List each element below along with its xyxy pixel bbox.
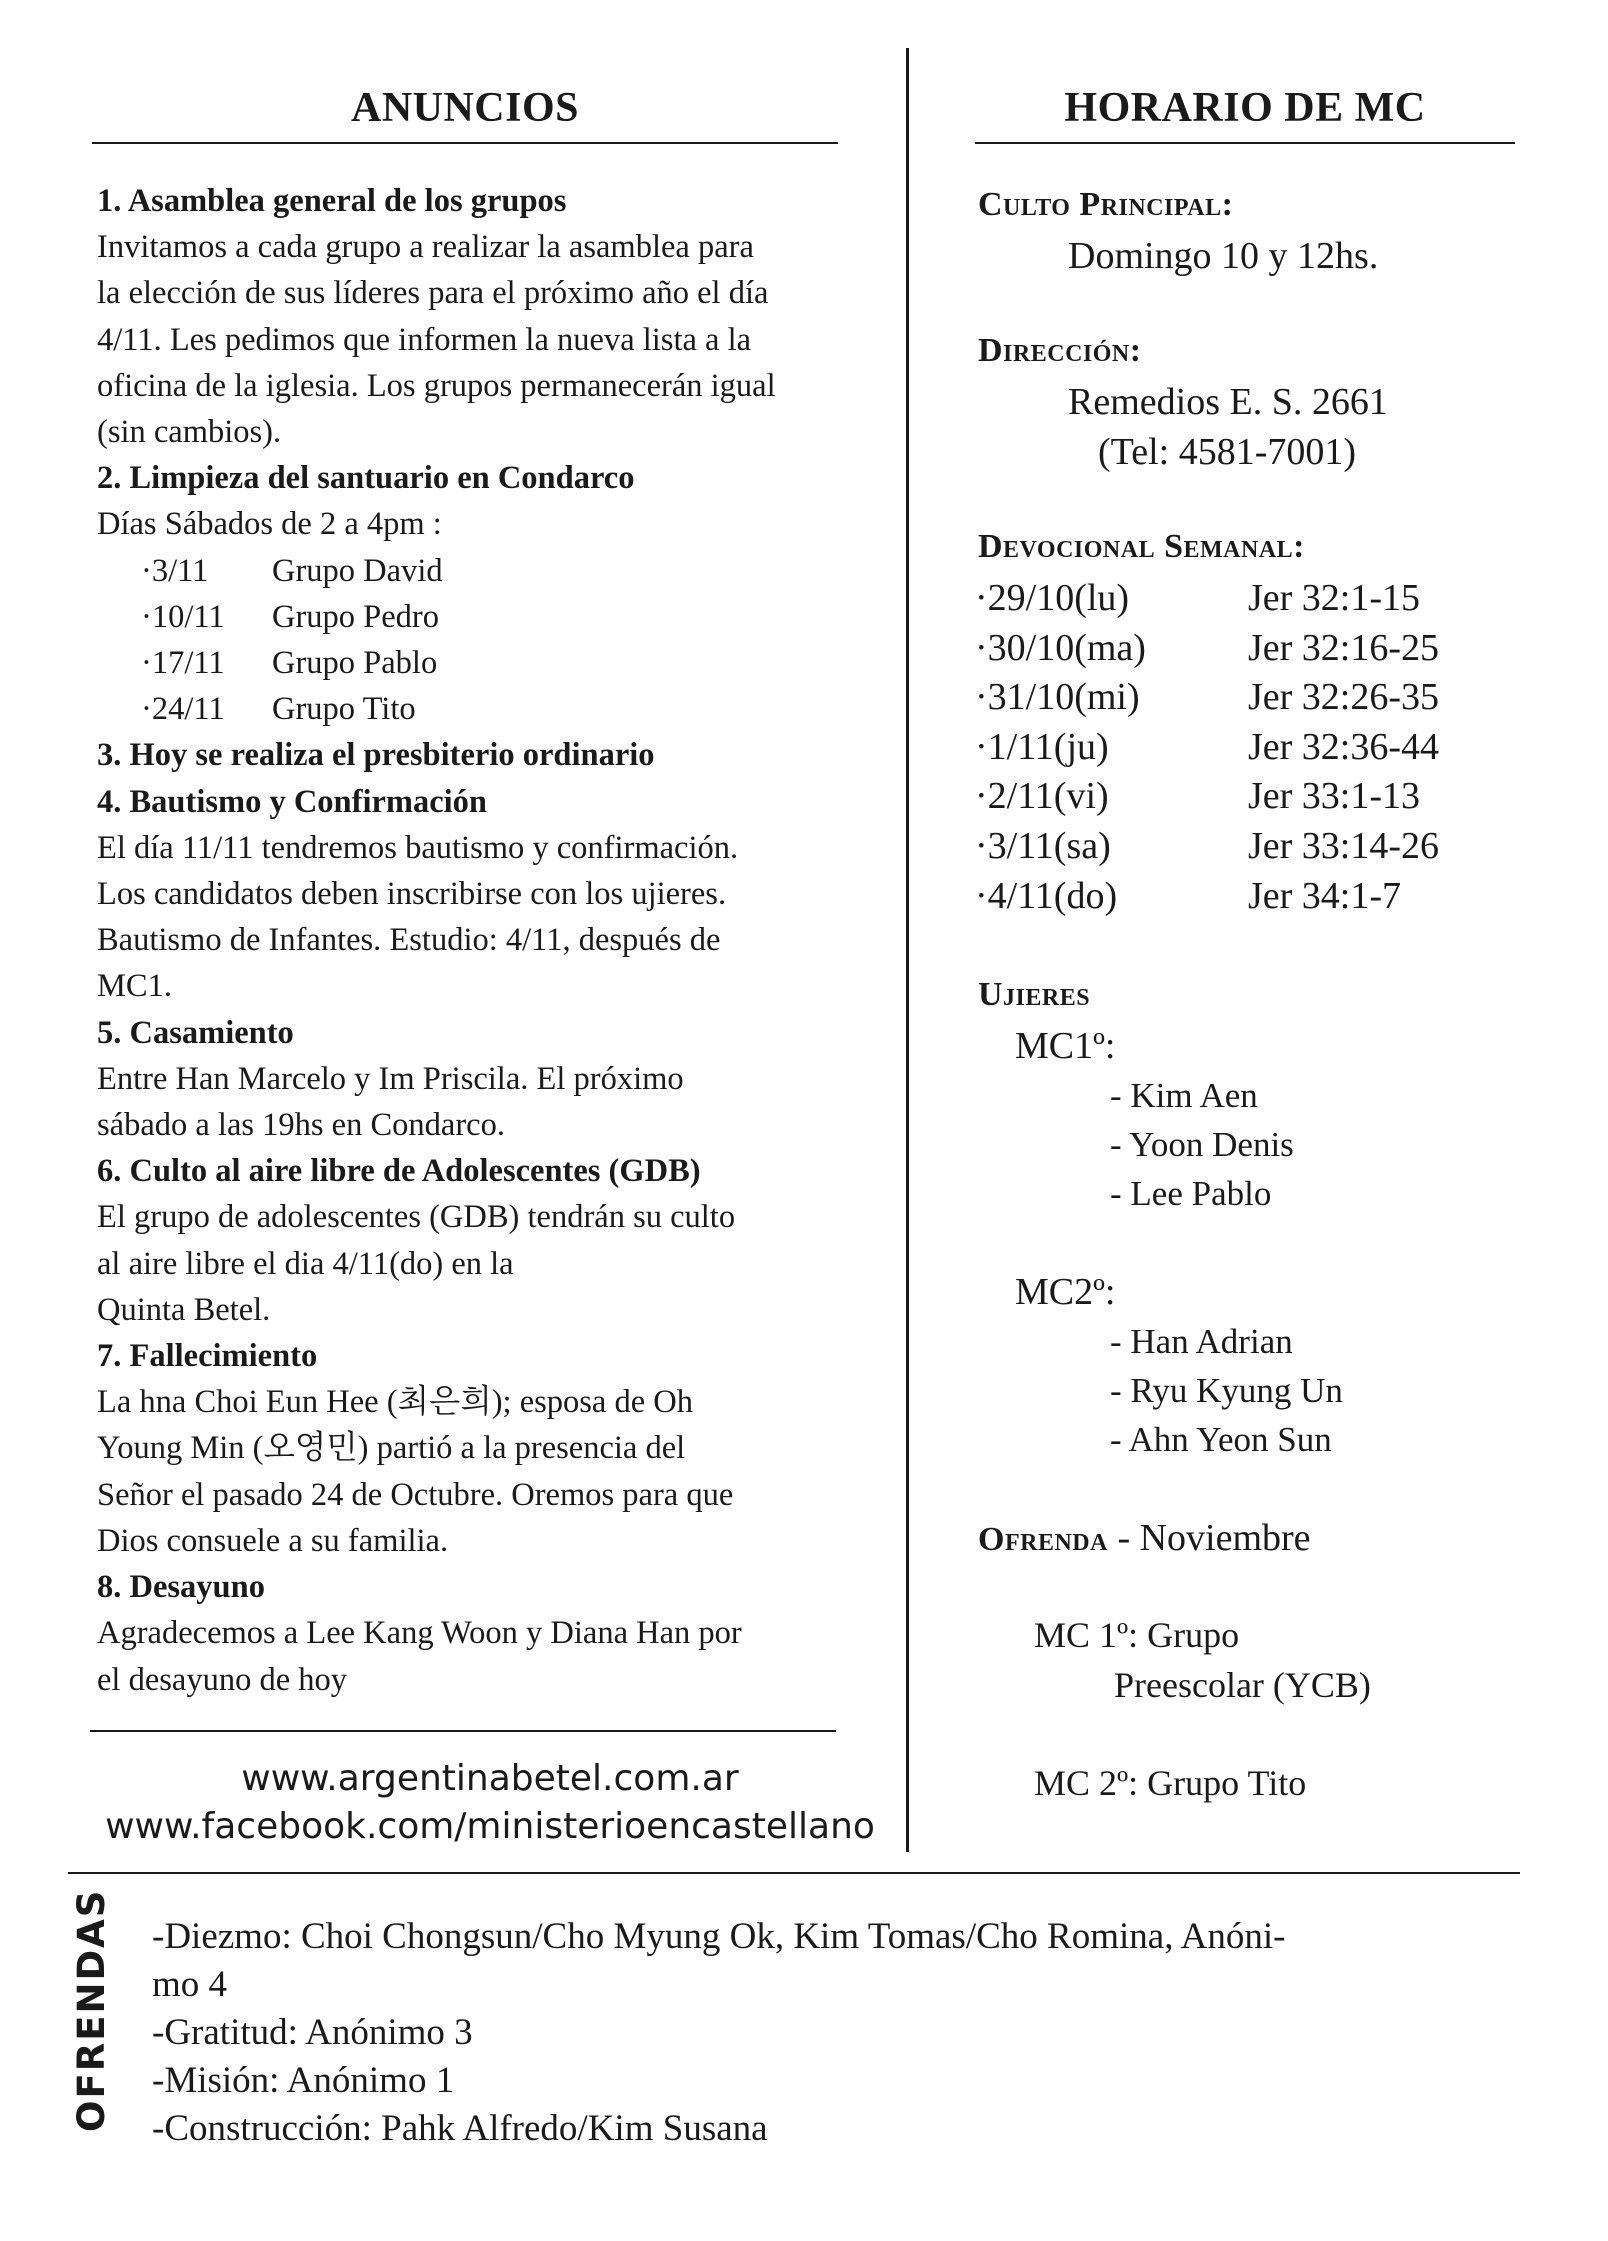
announcement-5 [97, 1010, 897, 1149]
devotional-row [975, 725, 1439, 769]
devotional-row [975, 774, 1420, 818]
devotional-reading: Jer 32:26-35 [1248, 676, 1440, 718]
ofrenda-label: Ofrenda [978, 1521, 1108, 1558]
announcement-title: 3. Hoy se realiza el presbiterio ordinario [97, 737, 655, 774]
announcement-8 [97, 1564, 897, 1703]
mc2-ushers-label: MC2º: [1015, 1271, 1116, 1313]
ofrenda-heading [978, 1516, 1311, 1560]
ofrenda-line: -Gratitud: Anónimo 3 [152, 2012, 473, 2053]
cleaning-date: ·24/11 [141, 691, 225, 728]
cleaning-group: Grupo David [272, 552, 443, 589]
website-link[interactable]: www.argentinabetel.com.ar [241, 1758, 739, 1799]
cleaning-group: Grupo Pablo [272, 645, 438, 682]
announcement-6 [97, 1148, 897, 1333]
usher-name: - Ryu Kyung Un [1110, 1371, 1343, 1410]
announcement-title: 2. Limpieza del santuario en Condarco [97, 460, 635, 497]
ofrenda-line: -Construcción: Pahk Alfredo/Kim Susana [152, 2108, 768, 2149]
cleaning-group: Grupo Pedro [272, 598, 439, 635]
announcement-text: la elección de sus líderes para el próximo año el día [97, 275, 769, 312]
column-divider [906, 48, 909, 1852]
culto-label: Culto Principal: [978, 186, 1234, 223]
devotional-day: ·30/10(ma) [975, 627, 1146, 669]
announcement-3 [97, 732, 897, 778]
usher-name: - Ahn Yeon Sun [1110, 1420, 1332, 1459]
announcement-text: Young Min (오영민) partió a la presencia del [97, 1430, 686, 1467]
announcement-title: 8. Desayuno [97, 1569, 265, 1606]
anuncios-heading: ANUNCIOS [350, 85, 580, 131]
direccion-address: Remedios E. S. 2661 [1068, 381, 1388, 423]
cleaning-row [97, 640, 897, 686]
announcement-text: oficina de la iglesia. Los grupos permanecerán igual [97, 367, 776, 404]
ofrendas-list [152, 1913, 1512, 2153]
culto-value: Domingo 10 y 12hs. [1068, 235, 1379, 277]
cleaning-group: Grupo Tito [272, 691, 416, 728]
usher-name: - Han Adrian [1110, 1322, 1293, 1361]
ofrenda-line: -Misión: Anónimo 1 [152, 2060, 455, 2101]
ofrendas-rule [68, 1872, 1520, 1874]
announcement-text: 4/11. Les pedimos que informen la nueva lista a la [97, 321, 752, 358]
direccion-phone: (Tel: 4581-7001) [1098, 431, 1357, 473]
devotional-reading: Jer 32:36-44 [1248, 726, 1440, 768]
horario-heading-rule [975, 142, 1515, 144]
mc1-ofrenda-group: Preescolar (YCB) [1114, 1665, 1371, 1705]
announcement-text: Bautismo de Infantes. Estudio: 4/11, después de [97, 922, 721, 959]
devotional-reading: Jer 34:1-7 [1248, 875, 1402, 917]
direccion-label: Dirección: [978, 332, 1142, 369]
cleaning-row [97, 686, 897, 732]
devotional-row [975, 675, 1439, 719]
devotional-row [975, 824, 1439, 868]
announcement-text: La hna Choi Eun Hee (최은희); esposa de Oh [97, 1384, 693, 1421]
ofrendas-label: OFRENDAS [70, 1888, 113, 2132]
announcement-text: Dios consuele a su familia. [97, 1522, 449, 1559]
announcement-1 [97, 178, 897, 455]
announcement-text: Señor el pasado 24 de Octubre. Oremos para que [97, 1476, 734, 1513]
anuncios-heading-rule [92, 142, 838, 144]
devotional-reading: Jer 33:14-26 [1248, 825, 1440, 867]
devotional-reading: Jer 32:16-25 [1248, 627, 1440, 669]
ofrenda-line: mo 4 [152, 1964, 228, 2005]
announcement-7 [97, 1333, 897, 1564]
mc2-ofrenda: MC 2º: Grupo Tito [1034, 1763, 1307, 1803]
announcement-text: Quinta Betel. [97, 1291, 271, 1328]
devocional-label: Devocional Semanal: [978, 528, 1305, 565]
announcement-title: 6. Culto al aire libre de Adolescentes (GDB) [97, 1153, 701, 1190]
announcement-text: El día 11/11 tendremos bautismo y confirmación. [97, 829, 739, 866]
cleaning-date: ·17/11 [141, 645, 225, 682]
ujieres-label: Ujieres [978, 976, 1091, 1013]
announcement-text: El grupo de adolescentes (GDB) tendrán su culto [97, 1199, 736, 1236]
devotional-day: ·29/10(lu) [975, 577, 1130, 619]
cleaning-row [97, 594, 897, 640]
usher-name: - Yoon Denis [1110, 1125, 1294, 1164]
devotional-reading: Jer 32:1-15 [1248, 577, 1421, 619]
devotional-day: ·2/11(vi) [975, 775, 1109, 817]
devotional-day: ·1/11(ju) [975, 726, 1109, 768]
announcement-text: Los candidatos deben inscribirse con los ujieres. [97, 876, 727, 913]
devotional-row [975, 576, 1420, 620]
cleaning-date: ·3/11 [141, 552, 209, 589]
announcement-title: 7. Fallecimiento [97, 1338, 318, 1375]
mc1-ushers-label: MC1º: [1015, 1025, 1116, 1067]
web-links-rule [90, 1730, 836, 1732]
mc1-ofrenda: MC 1º: Grupo [1034, 1615, 1240, 1655]
devotional-row [975, 626, 1439, 670]
announcement-text: MC1. [97, 968, 172, 1005]
announcement-text: Agradecemos a Lee Kang Woon y Diana Han por [97, 1615, 742, 1652]
announcement-title: 4. Bautismo y Confirmación [97, 783, 487, 820]
announcement-title: 1. Asamblea general de los grupos [97, 183, 567, 219]
devotional-reading: Jer 33:1-13 [1248, 775, 1421, 817]
announcements-list [97, 178, 897, 1703]
devotional-day: ·4/11(do) [975, 875, 1118, 917]
facebook-link[interactable]: www.facebook.com/ministerioencastellano [105, 1806, 875, 1847]
announcement-2 [97, 455, 897, 732]
usher-name: - Lee Pablo [1110, 1174, 1272, 1213]
announcement-text: Invitamos a cada grupo a realizar la asamblea para [97, 229, 754, 266]
announcement-text: Entre Han Marcelo y Im Priscila. El próximo [97, 1060, 684, 1097]
announcement-text: sábado a las 19hs en Condarco. [97, 1107, 505, 1144]
ofrenda-line: -Diezmo: Choi Chongsun/Cho Myung Ok, Kim Tomas/Cho Romina, Anóni- [152, 1916, 1286, 1957]
devotional-day: ·3/11(sa) [975, 825, 1111, 867]
cleaning-date: ·10/11 [141, 598, 225, 635]
horario-heading: HORARIO DE MC [1064, 85, 1426, 131]
cleaning-row [97, 548, 897, 594]
announcement-text: el desayuno de hoy [97, 1661, 348, 1698]
devotional-row [975, 874, 1401, 918]
announcement-text: al aire libre el dia 4/11(do) en la [97, 1245, 514, 1282]
announcement-text: Días Sábados de 2 a 4pm : [97, 506, 442, 543]
announcement-text: (sin cambios). [97, 414, 282, 451]
ofrenda-month: - Noviembre [1107, 1517, 1311, 1559]
announcement-title: 5. Casamiento [97, 1014, 294, 1051]
devotional-day: ·31/10(mi) [975, 676, 1140, 718]
announcement-4 [97, 779, 897, 1010]
usher-name: - Kim Aen [1110, 1076, 1258, 1115]
